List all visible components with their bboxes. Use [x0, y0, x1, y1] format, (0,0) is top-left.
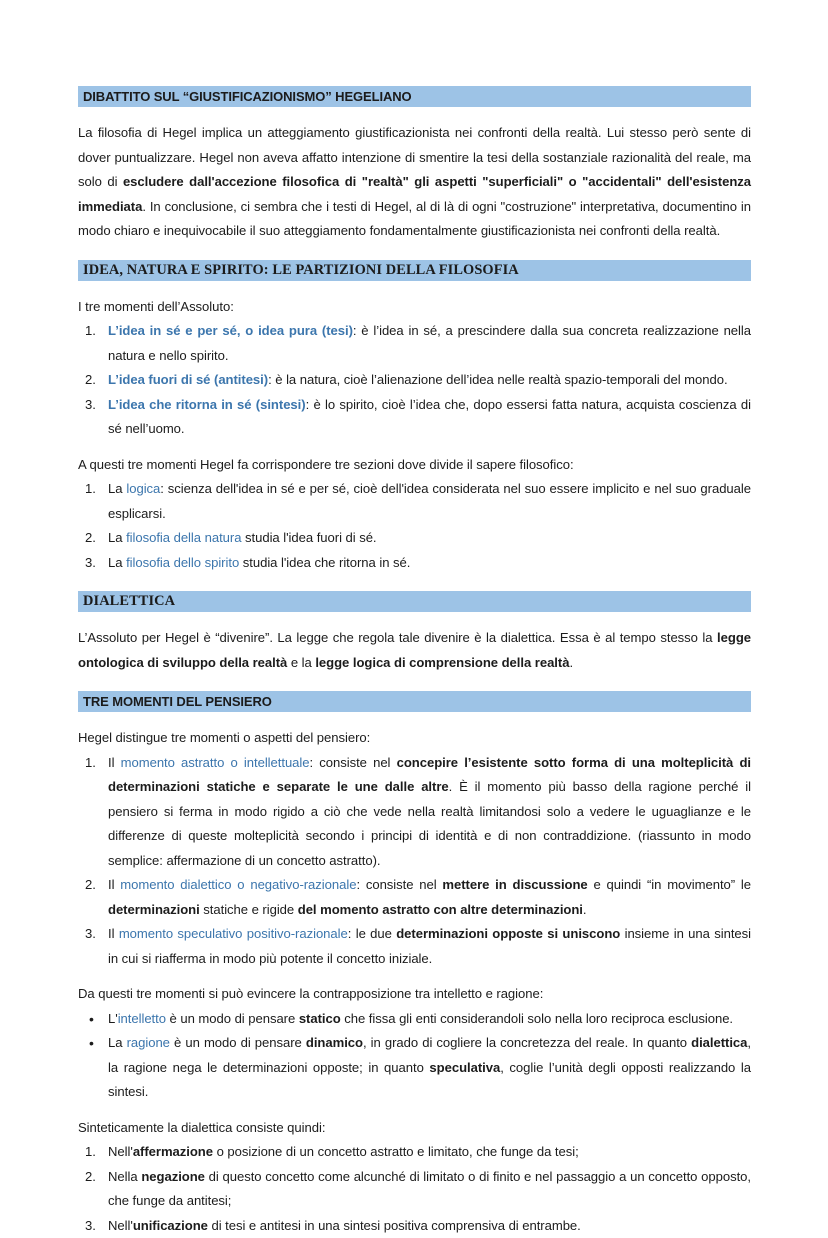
- paragraph-text-a: La filosofia di Hegel implica un atteggiamento giustificazionista nei confronti della realtà. Lui stesso però sente di dover puntualizzare. Hegel non aveva affatto intenzione di smentire la tesi della sostanziale razionalità del reale, ma solo di: [78, 125, 751, 189]
- paragraph-text-b: e la: [287, 655, 315, 670]
- list-item: [78, 922, 751, 971]
- list-item-accent: logica: [126, 481, 160, 496]
- list-item-pre: Nell': [108, 1218, 133, 1233]
- list-momenti-assoluto: [78, 319, 751, 442]
- list-item-bold: del momento astratto con altre determinazioni: [298, 902, 583, 917]
- spacer: [78, 971, 751, 982]
- list-item-rest: studia l'idea che ritorna in sé.: [239, 555, 410, 570]
- list-item-rest: che fissa gli enti considerandoli solo nella loro reciproca esclusione.: [341, 1011, 733, 1026]
- list-item: [78, 319, 751, 368]
- list-item-pre: La: [108, 1035, 127, 1050]
- list-item: [78, 477, 751, 526]
- list-item-pre: Il: [108, 877, 120, 892]
- spacer: [78, 107, 751, 121]
- spacer: [78, 442, 751, 453]
- list-item-pre: Nell': [108, 1144, 133, 1159]
- paragraph-text-c: .: [569, 655, 573, 670]
- list-item: [78, 751, 751, 874]
- paragraph-text-b: . In conclusione, ci sembra che i testi di Hegel, al di là di ogni "costruzione" interpretativa, documentino in modo chiaro e inequivocabile il suo atteggiamento fondamentalmente giustificazionista nei confronti della realtà.: [78, 199, 751, 239]
- list-item-pre: La: [108, 555, 126, 570]
- list-item: [78, 873, 751, 922]
- list-item-mid: : consiste nel: [310, 755, 397, 770]
- list-item-accent: L’idea in sé e per sé, o idea pura (tesi): [108, 323, 353, 338]
- list-item-pre: Nella: [108, 1169, 141, 1184]
- list-item-accent: L’idea che ritorna in sé (sintesi): [108, 397, 306, 412]
- intro-sinteticamente: Sinteticamente la dialettica consiste quindi:: [78, 1116, 751, 1141]
- list-item-bold: negazione: [141, 1169, 205, 1184]
- paragraph-bold-legge-logica: legge logica di comprensione della realtà: [315, 655, 569, 670]
- list-dialettica-sintesi: [78, 1140, 751, 1238]
- list-item-rest: : è la natura, cioè l’alienazione dell’idea nelle realtà spazio-temporali del mondo.: [268, 372, 727, 387]
- paragraph-bold-escludere: escludere dall'accezione filosofica di "realtà" gli aspetti "superficiali" o "accidentali" dell'esistenza immediata: [78, 174, 751, 214]
- list-item-accent: intelletto: [118, 1011, 166, 1026]
- intro-tre-sezioni: A questi tre momenti Hegel fa corrispondere tre sezioni dove divide il sapere filosofico:: [78, 453, 751, 478]
- spacer: [78, 244, 751, 260]
- list-item-pre: Il: [108, 755, 121, 770]
- paragraph-bold-legge-ontologica: legge ontologica di sviluppo della realtà: [78, 630, 751, 670]
- paragraph-text-a: L’Assoluto per Hegel è “divenire”. La legge che regola tale divenire è la dialettica. Essa è al tempo stesso la: [78, 630, 717, 645]
- intro-tre-momenti-pensiero: Hegel distingue tre momenti o aspetti del pensiero:: [78, 726, 751, 751]
- list-item-accent: momento speculativo positivo-razionale: [119, 926, 348, 941]
- list-item-pre: Il: [108, 926, 119, 941]
- list-item-mid: è un modo di pensare: [170, 1035, 306, 1050]
- list-item-accent: L’idea fuori di sé (antitesi): [108, 372, 268, 387]
- list-item-bold: unificazione: [133, 1218, 208, 1233]
- spacer: [78, 675, 751, 691]
- list-item-rest: di questo concetto come alcunché di limitato o di finito e nel passaggio a un concetto opposto, che funge da antitesi;: [108, 1169, 751, 1209]
- list-item-accent: ragione: [127, 1035, 170, 1050]
- list-item-mid: è un modo di pensare: [166, 1011, 299, 1026]
- intro-tre-momenti-assoluto: I tre momenti dell’Assoluto:: [78, 295, 751, 320]
- list-momenti-pensiero: [78, 751, 751, 972]
- list-item-bold: speculativa: [429, 1060, 500, 1075]
- list-item-mid: , la ragione nega le determinazioni opposte; in quanto: [108, 1035, 751, 1075]
- spacer: [78, 1105, 751, 1116]
- list-item-bold: dinamico: [306, 1035, 363, 1050]
- list-item: [78, 1165, 751, 1214]
- list-item-bold: dialettica: [691, 1035, 747, 1050]
- list-item-accent: momento astratto o intellettuale: [121, 755, 310, 770]
- section-heading-dialettica: DIALETTICA: [78, 591, 751, 612]
- list-item: [78, 1031, 751, 1105]
- list-item-rest: studia l'idea fuori di sé.: [241, 530, 376, 545]
- spacer: [78, 575, 751, 591]
- list-item-rest: : è lo spirito, cioè l’idea che, dopo essersi fatta natura, acquista coscienza di sé nell’uomo.: [108, 397, 751, 437]
- list-item-accent: filosofia della natura: [126, 530, 241, 545]
- list-item-mid: : consiste nel: [356, 877, 442, 892]
- list-item-pre: L': [108, 1011, 118, 1026]
- list-item: [78, 368, 751, 393]
- list-item-mid: , in grado di cogliere la concretezza del reale. In quanto: [363, 1035, 691, 1050]
- list-item-accent: momento dialettico o negativo-razionale: [120, 877, 356, 892]
- spacer: [78, 281, 751, 295]
- list-intelletto-ragione: [78, 1007, 751, 1105]
- spacer: [78, 712, 751, 726]
- list-item-bold: determinazioni opposte si uniscono: [396, 926, 620, 941]
- list-item: [78, 1140, 751, 1165]
- section-heading-dibattito: DIBATTITO SUL “GIUSTIFICAZIONISMO” HEGELIANO: [78, 86, 751, 107]
- list-item: [78, 1007, 751, 1032]
- list-item-rest: , coglie l’unità degli opposti realizzando la sintesi.: [108, 1060, 751, 1100]
- section-heading-idea-natura-spirito: IDEA, NATURA E SPIRITO: LE PARTIZIONI DELLA FILOSOFIA: [78, 260, 751, 281]
- list-item-pre: La: [108, 481, 126, 496]
- list-item-rest: insieme in una sintesi in cui si riafferma in modo più potente il concetto iniziale.: [108, 926, 751, 966]
- list-item-rest: .: [583, 902, 587, 917]
- list-sezioni-sapere: [78, 477, 751, 575]
- list-item-accent: filosofia dello spirito: [126, 555, 239, 570]
- list-item: [78, 526, 751, 551]
- list-item-rest: : è l’idea in sé, a prescindere dalla sua concreta realizzazione nella natura e nello spirito.: [108, 323, 751, 363]
- list-item-bold: affermazione: [133, 1144, 213, 1159]
- section-heading-tre-momenti-del-pensiero: TRE MOMENTI DEL PENSIERO: [78, 691, 751, 712]
- list-item: [78, 393, 751, 442]
- list-item-rest: : scienza dell'idea in sé e per sé, cioè dell'idea considerata nel suo essere implicito e nel suo graduale esplicarsi.: [108, 481, 751, 521]
- paragraph-dialettica: [78, 626, 751, 675]
- list-item-rest: di tesi e antitesi in una sintesi positiva comprensiva di entrambe.: [208, 1218, 581, 1233]
- list-item-bold: determinazioni: [108, 902, 200, 917]
- list-item-rest: o posizione di un concetto astratto e limitato, che funge da tesi;: [213, 1144, 579, 1159]
- list-item-mid: statiche e rigide: [200, 902, 298, 917]
- list-item-bold: mettere in discussione: [442, 877, 587, 892]
- list-item-bold: statico: [299, 1011, 341, 1026]
- list-item-mid: : le due: [348, 926, 396, 941]
- list-item: [78, 1214, 751, 1238]
- list-item-pre: La: [108, 530, 126, 545]
- list-item-bold: concepire l’esistente sotto forma di una molteplicità di determinazioni statiche e separate le une dalle altre: [108, 755, 751, 795]
- spacer: [78, 612, 751, 626]
- list-item-rest: . È il momento più basso della ragione perché il pensiero si ferma in modo rigido a ciò che vede nella realtà limitandosi solo a vedere le uguaglianze e le differenze di queste molteplicità secondo i principi di identità e di non contraddizione. (riassunto in modo semplice: affermazione di un concetto astratto).: [108, 779, 751, 868]
- paragraph-dibattito: [78, 121, 751, 244]
- list-item-mid: e quindi “in movimento” le: [588, 877, 751, 892]
- list-item: [78, 551, 751, 576]
- intro-contrapposizione: Da questi tre momenti si può evincere la contrapposizione tra intelletto e ragione:: [78, 982, 751, 1007]
